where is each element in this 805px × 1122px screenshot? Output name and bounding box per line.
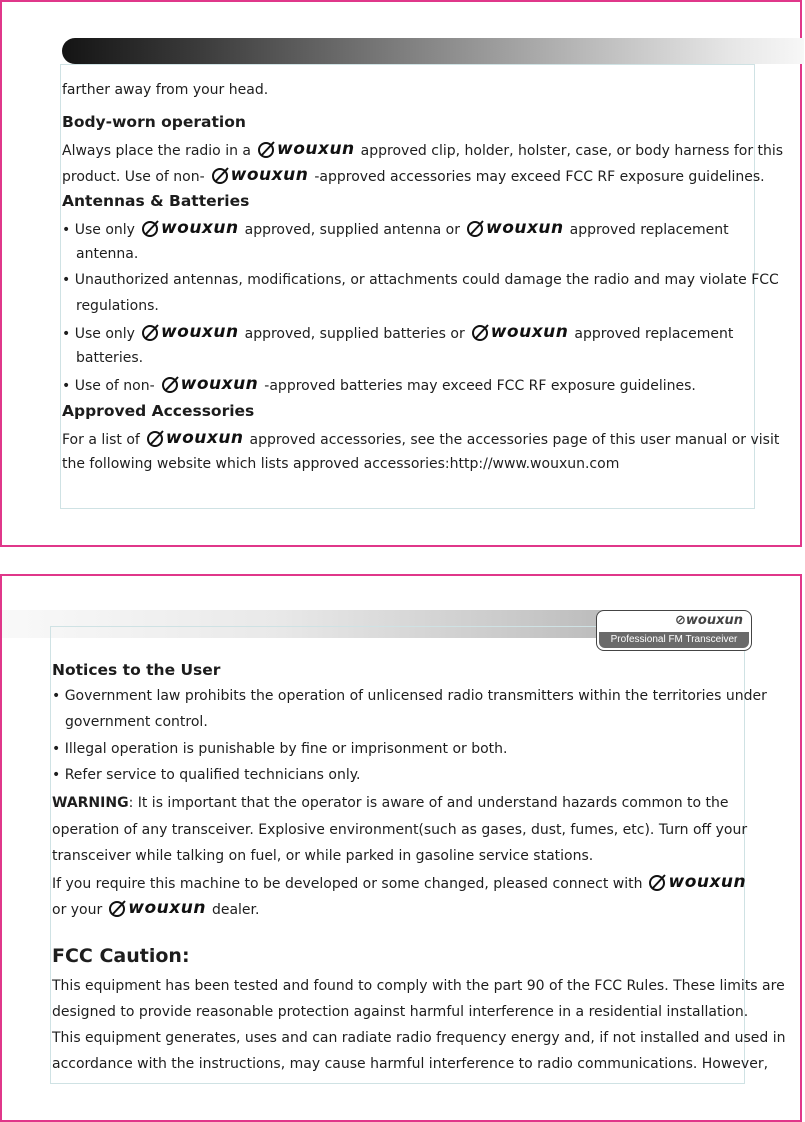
manual-page-2 [0, 574, 802, 1122]
antennas-bullet-3: • Use only wouxun approved, supplied batteries or wouxun approved replacement [62, 322, 734, 342]
wouxun-logo-text: wouxun [490, 322, 569, 342]
notices-bullet-1-cont: government control. [65, 714, 208, 730]
notices-bullet-2: • Illegal operation is punishable by fine or imprisonment or both. [52, 741, 508, 757]
wouxun-logo [648, 872, 746, 892]
wouxun-logo-text: wouxun [165, 428, 244, 448]
section-heading-accessories: Approved Accessories [62, 402, 255, 420]
wouxun-logo-text: wouxun [277, 139, 355, 159]
notices-bullet-1: • Government law prohibits the operation of unlicensed radio transmitters within the territories under [52, 688, 767, 704]
wouxun-swoosh-icon [466, 219, 486, 237]
antennas-bullet-3-cont: batteries. [76, 350, 144, 366]
notices-bullet-3: • Refer service to qualified technicians only. [52, 767, 361, 783]
wouxun-logo: ⊘wouxun [675, 613, 743, 628]
wouxun-logo [146, 428, 244, 448]
section-heading-notices: Notices to the User [52, 661, 221, 679]
wouxun-swoosh-icon [648, 873, 668, 891]
brand-tagline: Professional FM Transceiver [599, 632, 749, 648]
wouxun-swoosh-icon [141, 219, 161, 237]
wouxun-logo-text: wouxun [180, 374, 259, 394]
wouxun-swoosh-icon [141, 323, 161, 341]
warning-label: WARNING [52, 795, 129, 811]
brand-badge [596, 610, 752, 651]
antennas-bullet-4: • Use of non- wouxun -approved batteries may exceed FCC RF exposure guidelines. [62, 374, 696, 394]
wouxun-logo [211, 165, 309, 185]
accessories-line-2: the following website which lists approved accessories:http://www.wouxun.com [62, 456, 620, 472]
wouxun-swoosh-icon [161, 375, 181, 393]
antennas-bullet-2-cont: regulations. [76, 298, 159, 314]
section-heading-antennas: Antennas & Batteries [62, 192, 250, 210]
wouxun-logo-text: wouxun [160, 218, 239, 238]
manual-page-1 [0, 0, 802, 547]
wouxun-logo [141, 218, 239, 238]
wouxun-logo [108, 898, 206, 918]
warning-line-1: WARNING: It is important that the operator is aware of and understand hazards common to the [52, 795, 729, 811]
warning-line-2: operation of any transceiver. Explosive environment(such as gases, dust, fumes, etc). Turn off your [52, 822, 748, 838]
antennas-bullet-1: • Use only wouxun approved, supplied antenna or wouxun approved replacement [62, 218, 729, 238]
wouxun-logo-text: wouxun [485, 218, 564, 238]
wouxun-swoosh-icon [257, 140, 277, 158]
antennas-bullet-2: • Unauthorized antennas, modifications, or attachments could damage the radio and may violate FCC [62, 272, 779, 288]
wouxun-logo-text: wouxun [668, 872, 747, 892]
body-worn-line-1: Always place the radio in a wouxun approved clip, holder, holster, case, or body harness for this [62, 139, 784, 159]
fcc-line-4: accordance with the instructions, may cause harmful interference to radio communications. However, [52, 1056, 769, 1072]
section-heading-body-worn: Body-worn operation [62, 113, 246, 131]
antennas-bullet-1-cont: antenna. [76, 246, 139, 262]
wouxun-logo [257, 139, 355, 159]
wouxun-swoosh-icon [471, 323, 491, 341]
wouxun-logo [161, 374, 259, 394]
body-worn-line-2: product. Use of non- wouxun -approved accessories may exceed FCC RF exposure guidelines. [62, 165, 765, 185]
wouxun-logo [471, 322, 569, 342]
wouxun-swoosh-icon [108, 899, 128, 917]
wouxun-logo [466, 218, 564, 238]
wouxun-swoosh-icon [146, 429, 166, 447]
warning-line-3: transceiver while talking on fuel, or while parked in gasoline service stations. [52, 848, 594, 864]
wouxun-logo-text: wouxun [128, 898, 206, 918]
header-gradient-bar [62, 38, 804, 64]
wouxun-swoosh-icon [211, 166, 231, 184]
wouxun-logo-text: wouxun [230, 165, 309, 185]
fcc-line-1: This equipment has been tested and found to comply with the part 90 of the FCC Rules. These limits are [52, 978, 785, 994]
wouxun-logo-text: wouxun [160, 322, 239, 342]
fcc-line-2: designed to provide reasonable protection against harmful interference in a residential installation. [52, 1004, 749, 1020]
warning-line-5: or your wouxun dealer. [52, 898, 260, 918]
accessories-line-1: For a list of wouxun approved accessories, see the accessories page of this user manual or visit [62, 428, 780, 448]
wouxun-logo [141, 322, 239, 342]
intro-text: farther away from your head. [62, 82, 269, 98]
section-heading-fcc: FCC Caution: [52, 945, 190, 967]
fcc-line-3: This equipment generates, uses and can radiate radio frequency energy and, if not installed and used in [52, 1030, 786, 1046]
warning-line-4: If you require this machine to be developed or some changed, pleased connect with wouxun [52, 872, 747, 892]
